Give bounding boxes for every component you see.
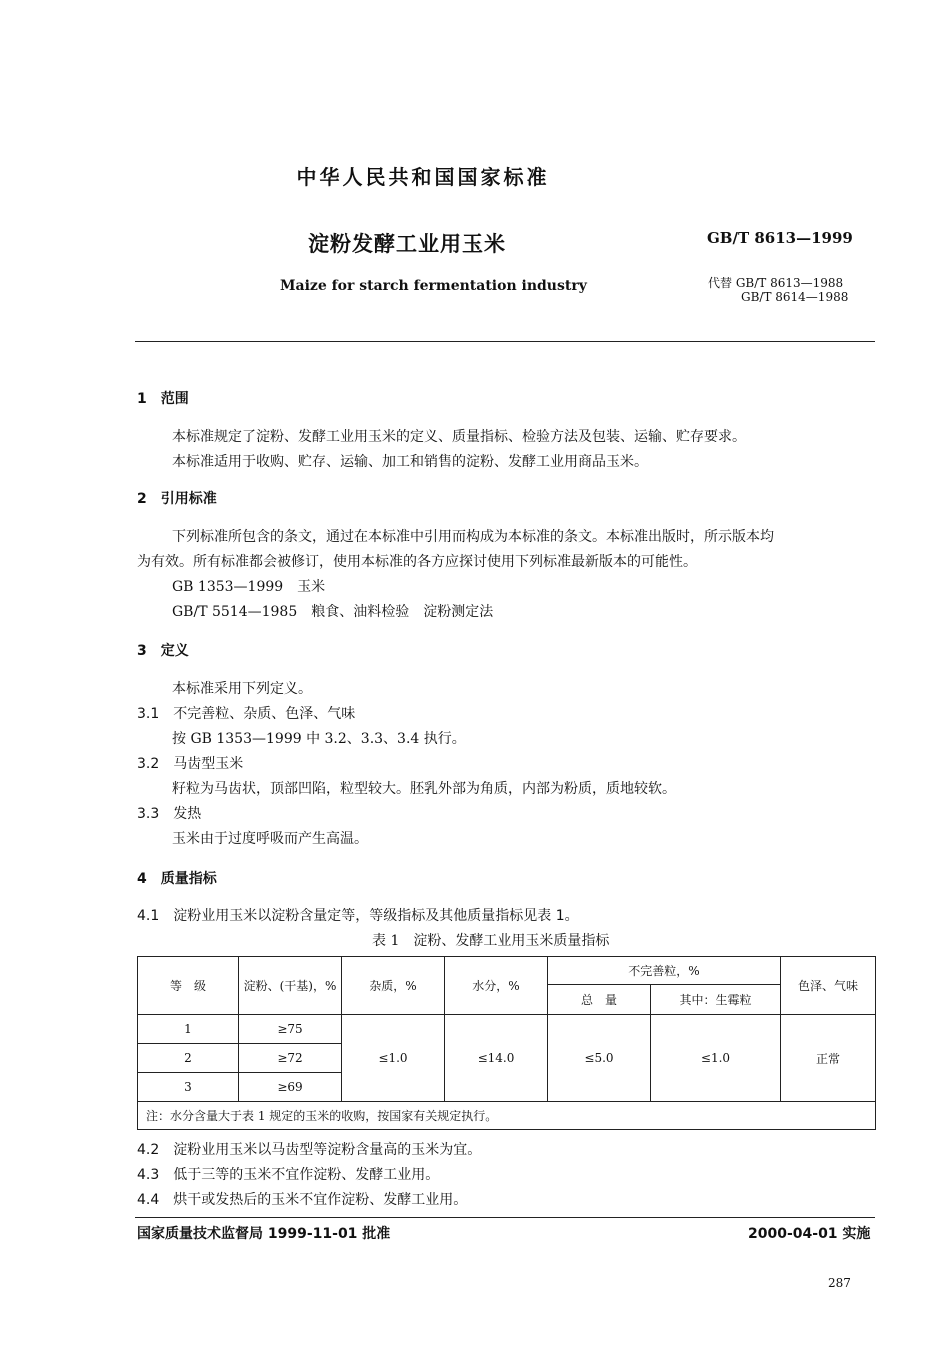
approval-line: 国家质量技术监督局 1999-11-01 批准 <box>137 1226 391 1242</box>
section-2-paragraph-1: 下列标准所包含的条文，通过在本标准中引用而构成为本标准的条文。本标准出版时，所示版本均 <box>172 529 774 545</box>
header-grade: 等 级 <box>138 957 239 1015</box>
table-1-caption: 表 1 淀粉、发酵工业用玉米质量指标 <box>372 933 610 949</box>
moisture-cell: ≤14.0 <box>445 1015 548 1102</box>
definition-3-1-text: 按 GB 1353—1999 中 3.2、3.3、3.4 执行。 <box>172 731 466 747</box>
quality-index-table <box>137 956 876 1130</box>
document-title: 淀粉发酵工业用玉米 <box>308 232 506 256</box>
header-impurity: 杂质，% <box>342 957 445 1015</box>
header-color-odor: 色泽、气味 <box>781 957 876 1015</box>
replaces-line-1: 代替 GB/T 8613—1988 <box>708 276 844 290</box>
table-row <box>138 1015 876 1044</box>
starch-cell: ≥75 <box>239 1015 342 1044</box>
impurity-cell: ≤1.0 <box>342 1015 445 1102</box>
replaces-line-2: GB/T 8614—1988 <box>741 290 849 304</box>
table-note: 注：水分含量大于表 1 规定的玉米的收购，按国家有关规定执行。 <box>138 1102 876 1130</box>
section-1-heading: 1 范围 <box>137 391 189 407</box>
definition-3-1-title: 3.1 不完善粒、杂质、色泽、气味 <box>137 706 356 722</box>
header-rule <box>135 341 875 342</box>
definition-3-3-text: 玉米由于过度呼吸而产生高温。 <box>172 831 368 847</box>
clause-4-2: 4.2 淀粉业用玉米以马齿型等淀粉含量高的玉米为宜。 <box>137 1142 482 1158</box>
standard-category-title: 中华人民共和国国家标准 <box>296 165 550 189</box>
standard-code: GB/T 8613—1999 <box>707 229 853 247</box>
header-starch: 淀粉、(干基)，% <box>239 957 342 1015</box>
reference-2: GB/T 5514—1985 粮食、油料检验 淀粉测定法 <box>172 604 494 620</box>
footer-rule <box>135 1217 875 1218</box>
clause-4-4: 4.4 烘干或发热后的玉米不宜作淀粉、发酵工业用。 <box>137 1192 468 1208</box>
section-2-paragraph-1-cont: 为有效。所有标准都会被修订，使用本标准的各方应探讨使用下列标准最新版本的可能性。 <box>137 554 697 570</box>
color-odor-cell: 正常 <box>781 1015 876 1102</box>
starch-cell: ≥69 <box>239 1073 342 1102</box>
grade-cell: 1 <box>138 1015 239 1044</box>
section-1-paragraph-2: 本标准适用于收购、贮存、运输、加工和销售的淀粉、发酵工业用商品玉米。 <box>172 454 648 470</box>
definition-3-3-title: 3.3 发热 <box>137 806 202 822</box>
header-moisture: 水分，% <box>445 957 548 1015</box>
definition-3-2-title: 3.2 马齿型玉米 <box>137 756 244 772</box>
header-imperfect-mold: 其中：生霉粒 <box>651 985 781 1015</box>
section-4-heading: 4 质量指标 <box>137 871 217 887</box>
grade-cell: 3 <box>138 1073 239 1102</box>
definition-3-2-text: 籽粒为马齿状，顶部凹陷，粒型较大。胚乳外部为角质，内部为粉质，质地较软。 <box>172 781 676 797</box>
starch-cell: ≥72 <box>239 1044 342 1073</box>
implementation-line: 2000-04-01 实施 <box>748 1226 871 1242</box>
imperfect-total-cell: ≤5.0 <box>548 1015 651 1102</box>
clause-4-1: 4.1 淀粉业用玉米以淀粉含量定等，等级指标及其他质量指标见表 1。 <box>137 908 579 924</box>
section-3-heading: 3 定义 <box>137 643 189 659</box>
replaces-block <box>708 276 848 304</box>
header-imperfect-total: 总 量 <box>548 985 651 1015</box>
grade-cell: 2 <box>138 1044 239 1073</box>
reference-1: GB 1353—1999 玉米 <box>172 579 326 595</box>
header-imperfect: 不完善粒，% <box>548 957 781 985</box>
imperfect-mold-cell: ≤1.0 <box>651 1015 781 1102</box>
page-number: 287 <box>828 1276 851 1290</box>
english-title: Maize for starch fermentation industry <box>280 278 587 294</box>
section-1-paragraph-1: 本标准规定了淀粉、发酵工业用玉米的定义、质量指标、检验方法及包装、运输、贮存要求。 <box>172 429 746 445</box>
section-3-paragraph: 本标准采用下列定义。 <box>172 681 312 697</box>
section-2-heading: 2 引用标准 <box>137 491 217 507</box>
clause-4-3: 4.3 低于三等的玉米不宜作淀粉、发酵工业用。 <box>137 1167 440 1183</box>
